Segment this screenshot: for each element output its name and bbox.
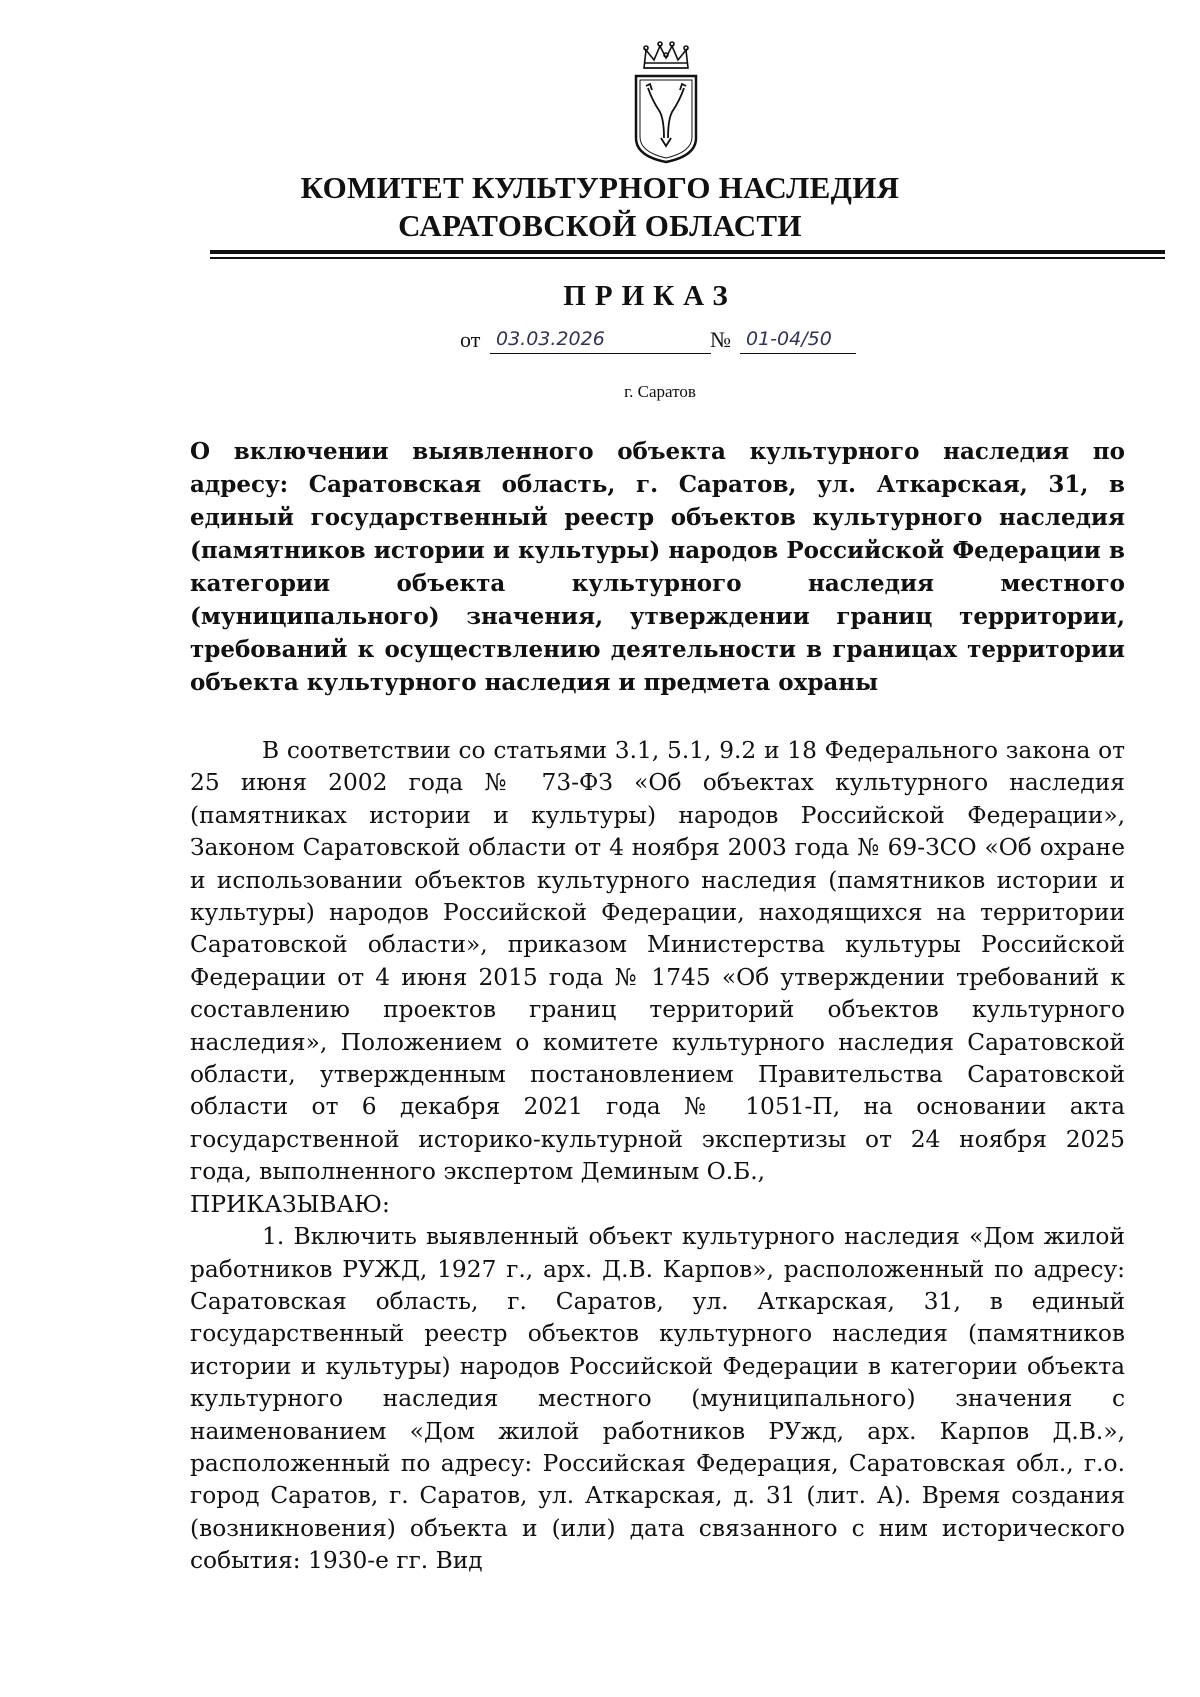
order-date: 03.03.2026 bbox=[490, 323, 711, 354]
item-1-paragraph: 1. Включить выявленный объект культурного наследия «Дом жилой работников РУЖД, 1927 г., арх. Д.В. Карпов», расположенный по адресу: Саратовская область, г. Саратов, ул. Аткарская, 31, в единый государственный реестр объектов культурного наследия (памятников истории и культуры) народов Российской Федерации в категории объекта культурного наследия местного (муниципального) значения с наименованием «Дом жилой работников РУжд, арх. Карпов Д.В.», расположенный по адресу: Российская Федерация, Саратовская обл., г.о. город Саратов, г. Саратов, ул. Аткарская, д. 31 (лит. А). Время создания (возникновения) объекта и (или) дата связанного с ним исторического события: 1930-е гг. Вид bbox=[190, 1223, 1125, 1575]
order-body bbox=[190, 735, 1125, 1578]
date-label: от bbox=[460, 327, 481, 352]
number-label: № bbox=[710, 327, 731, 352]
header-divider-thick bbox=[210, 250, 1165, 254]
order-subject: О включении выявленного объекта культурного наследия по адресу: Саратовская область, г. Саратов, ул. Аткарская, 31, в единый государственный реестр объектов культурного наследия (памятников истории и культуры) народов Российской Федерации в категории объекта культурного наследия местного (муниципального) значения, утверждении границ территории, требований к осуществлению деятельности в границах территории объекта культурного наследия и предмета охраны bbox=[190, 438, 1125, 696]
coat-of-arms-emblem bbox=[630, 38, 702, 166]
preamble-paragraph: В соответствии со статьями 3.1, 5.1, 9.2 и 18 Федерального закона от 25 июня 2002 года № 73-ФЗ «Об объектах культурного наследия (памятниках истории и культуры) народов Российской Федерации», Законом Саратовской области от 4 ноября 2003 года № 69-ЗСО «Об охране и использовании объектов культурного наследия (памятников истории и культуры) народов Российской Федерации, находящихся на территории Саратовской области», приказом Министерства культуры Российской Федерации от 4 июня 2015 года № 1745 «Об утверждении требований к составлению проектов границ территорий объектов культурного наследия», Положением о комитете культурного наследия Саратовской области, утвержденным постановлением Правительства Саратовской области от 6 декабря 2021 года № 1051-П, на основании акта государственной историко-культурной экспертизы от 24 ноября 2025 года, выполненного экспертом Деминым О.Б., bbox=[190, 737, 1125, 1186]
document-title: ПРИКАЗ bbox=[563, 280, 737, 312]
order-number: 01-04/50 bbox=[740, 323, 856, 354]
city: г. Саратов bbox=[624, 382, 696, 401]
organization-name-line2: САРАТОВСКОЙ ОБЛАСТИ bbox=[398, 208, 802, 243]
header-divider-thin bbox=[210, 257, 1165, 259]
order-directive: ПРИКАЗЫВАЮ: bbox=[190, 1190, 390, 1218]
organization-name-line1: КОМИТЕТ КУЛЬТУРНОГО НАСЛЕДИЯ bbox=[300, 170, 900, 205]
